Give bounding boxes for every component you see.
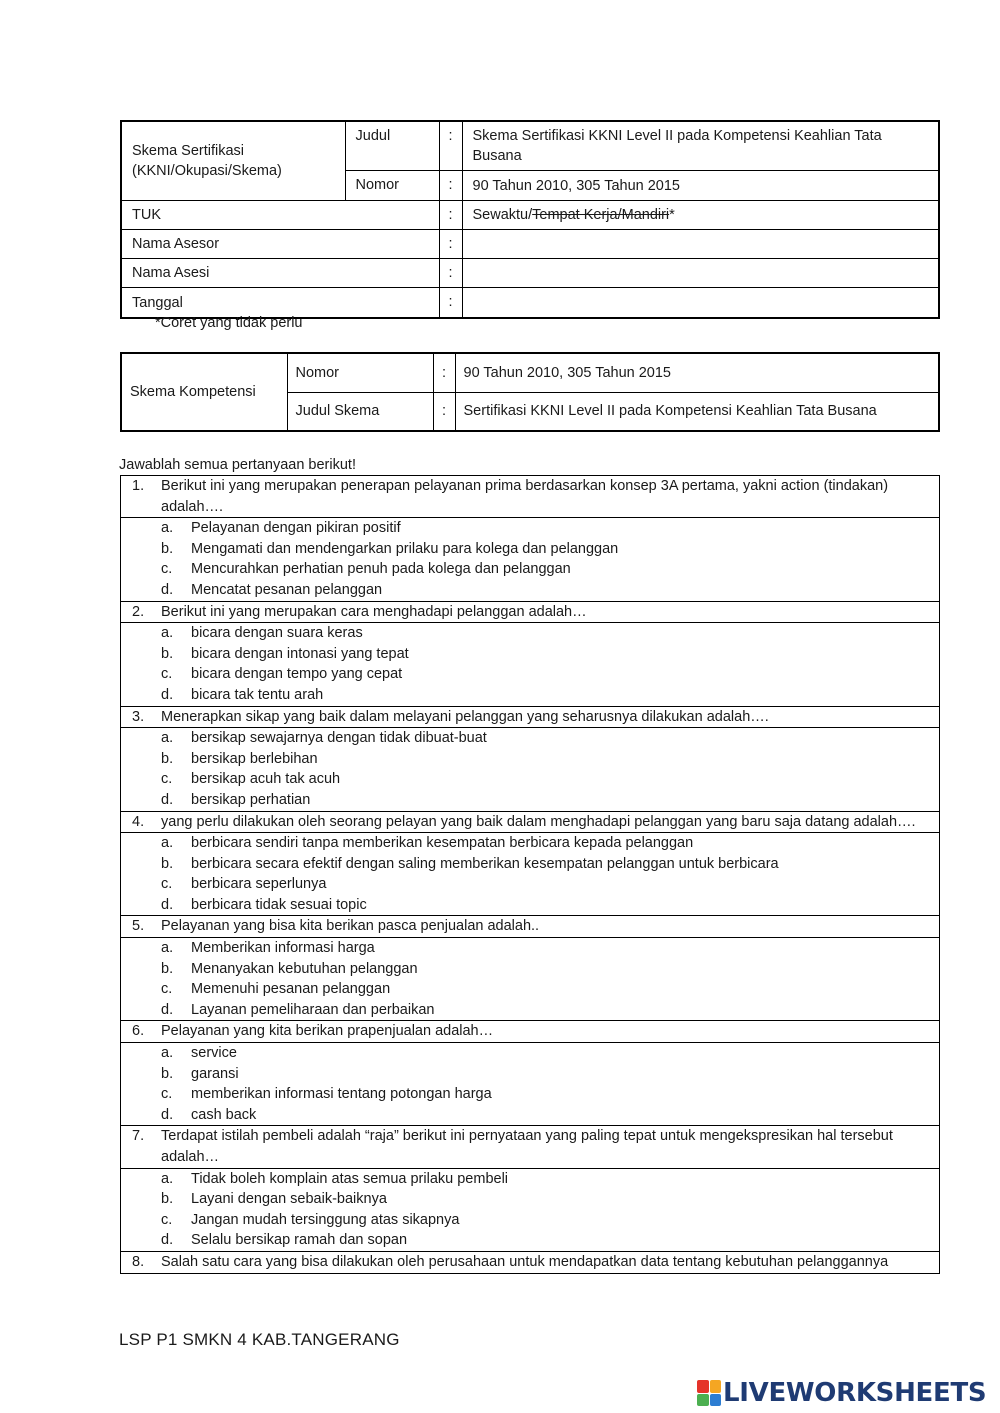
answer-option (121, 833, 939, 854)
answer-option (121, 1043, 939, 1064)
option-letter: c. (161, 666, 173, 683)
tuk-label: TUK (121, 201, 439, 230)
question-number: 8. (132, 1253, 145, 1270)
option-text: berbicara tidak sesuai topic (191, 896, 367, 913)
answer-option (121, 1105, 939, 1126)
option-text: Memberikan informasi harga (191, 940, 375, 957)
options-row (121, 833, 940, 916)
option-letter: c. (161, 1086, 173, 1103)
strike-note: *Coret yang tidak perlu (155, 315, 303, 331)
options-row (121, 623, 940, 706)
answer-option (121, 644, 939, 665)
judul-skema-label: Judul Skema (287, 392, 433, 431)
asterisk: * (669, 207, 675, 223)
option-letter: a. (161, 835, 174, 852)
answer-option (121, 1230, 939, 1251)
question-text: yang perlu dilakukan oleh seorang pelayan yang baik dalam menghadapi pelanggan yang baru saja datang adalah…. (161, 813, 916, 830)
option-letter: a. (161, 1045, 174, 1062)
question-text: Menerapkan sikap yang baik dalam melayani pelanggan yang seharusnya dilakukan adalah…. (161, 708, 769, 725)
option-letter: b. (161, 855, 174, 872)
logo-square-red (697, 1380, 709, 1393)
answer-option (121, 1169, 939, 1190)
tuk-value (462, 201, 939, 230)
question-number: 3. (132, 708, 145, 725)
question-row (121, 1126, 940, 1168)
tuk-option-sewaktu: Sewaktu/ (472, 207, 533, 223)
answer-option (121, 518, 939, 539)
answer-option (121, 685, 939, 706)
option-text: Mencurahkan perhatian penuh pada kolega dan pelanggan (191, 561, 571, 578)
liveworksheets-logo (697, 1378, 986, 1408)
colon: : (439, 171, 462, 201)
question-row (121, 706, 940, 728)
answer-option (121, 749, 939, 770)
question-text: Pelayanan yang bisa kita berikan pasca penjualan adalah.. (161, 918, 540, 935)
option-letter: d. (161, 686, 174, 703)
answer-option (121, 938, 939, 959)
options-row (121, 518, 940, 601)
tanggal-value (462, 288, 939, 318)
answer-option (121, 1084, 939, 1105)
question-number: 7. (132, 1128, 145, 1145)
option-letter: c. (161, 876, 173, 893)
option-text: Menanyakan kebutuhan pelanggan (191, 960, 418, 977)
option-letter: c. (161, 981, 173, 998)
colon: : (439, 201, 462, 230)
nama-asesi-value (462, 259, 939, 288)
logo-text: LIVEWORKSHEETS (723, 1378, 987, 1408)
options-row (121, 1043, 940, 1126)
logo-mark-icon (697, 1380, 721, 1406)
option-letter: c. (161, 1211, 173, 1228)
question-number: 4. (132, 813, 145, 830)
option-text: bicara dengan intonasi yang tepat (191, 645, 409, 662)
option-text: cash back (191, 1106, 257, 1123)
option-letter: a. (161, 1170, 174, 1187)
question-text: Pelayanan yang kita berikan prapenjualan adalah… (161, 1023, 494, 1040)
answer-option (121, 959, 939, 980)
judul-skema-value: Sertifikasi KKNI Level II pada Kompetensi Keahlian Tata Busana (455, 392, 939, 431)
answer-option (121, 623, 939, 644)
answer-option (121, 1064, 939, 1085)
option-letter: b. (161, 960, 174, 977)
answer-option (121, 790, 939, 811)
option-letter: a. (161, 625, 174, 642)
option-letter: a. (161, 730, 174, 747)
colon: : (439, 230, 462, 259)
options-row (121, 1168, 940, 1251)
colon: : (433, 353, 455, 392)
question-row (121, 1251, 940, 1273)
colon: : (439, 259, 462, 288)
answer-option (121, 539, 939, 560)
option-text: Memenuhi pesanan pelanggan (191, 981, 391, 998)
option-text: Selalu bersikap ramah dan sopan (191, 1232, 408, 1249)
skema-kompetensi-label: Skema Kompetensi (121, 353, 287, 431)
options-row (121, 728, 940, 811)
tanggal-label: Tanggal (121, 288, 439, 318)
option-letter: d. (161, 1106, 174, 1123)
nama-asesor-value (462, 230, 939, 259)
option-letter: b. (161, 750, 174, 767)
nomor-label: Nomor (345, 171, 439, 201)
option-letter: b. (161, 1065, 174, 1082)
logo-square-green (697, 1394, 709, 1407)
certification-scheme-table (120, 120, 940, 319)
option-text: Tidak boleh komplain atas semua prilaku pembeli (191, 1170, 509, 1187)
competency-scheme-table (120, 352, 940, 432)
colon: : (439, 121, 462, 171)
option-text: Layani dengan sebaik-baiknya (191, 1191, 387, 1208)
option-letter: b. (161, 1191, 174, 1208)
question-text: Berikut ini yang merupakan cara menghadapi pelanggan adalah… (161, 603, 587, 620)
question-row (121, 811, 940, 833)
option-letter: d. (161, 1232, 174, 1249)
answer-option (121, 874, 939, 895)
option-letter: d. (161, 791, 174, 808)
option-letter: d. (161, 581, 174, 598)
option-text: service (191, 1045, 237, 1062)
nama-asesor-label: Nama Asesor (121, 230, 439, 259)
option-text: bicara tak tentu arah (191, 686, 324, 703)
option-text: berbicara sendiri tanpa memberikan kesempatan berbicara kepada pelanggan (191, 835, 694, 852)
answer-option (121, 559, 939, 580)
option-text: bicara dengan tempo yang cepat (191, 666, 403, 683)
judul-value: Skema Sertifikasi KKNI Level II pada Kompetensi Keahlian Tata Busana (462, 121, 939, 171)
skema-sertifikasi-label: Skema Sertifikasi (KKNI/Okupasi/Skema) (121, 121, 345, 201)
option-letter: a. (161, 520, 174, 537)
question-number: 6. (132, 1023, 145, 1040)
answer-option (121, 1000, 939, 1021)
question-text: Salah satu cara yang bisa dilakukan oleh perusahaan untuk mendapatkan data tentang kebutuhan pelanggannya (161, 1253, 889, 1270)
answer-option (121, 1189, 939, 1210)
answer-option (121, 664, 939, 685)
answer-option (121, 580, 939, 601)
question-row (121, 601, 940, 623)
colon: : (439, 288, 462, 318)
options-row (121, 938, 940, 1021)
answer-option (121, 854, 939, 875)
option-text: berbicara seperlunya (191, 876, 327, 893)
option-text: Mengamati dan mendengarkan prilaku para kolega dan pelanggan (191, 540, 619, 557)
tuk-option-struck: Tempat Kerja/Mandiri (532, 207, 670, 223)
instruction: Jawablah semua pertanyaan berikut! (119, 457, 356, 473)
option-text: bersikap sewajarnya dengan tidak dibuat-buat (191, 730, 487, 747)
option-text: Mencatat pesanan pelanggan (191, 581, 383, 598)
nomor-value: 90 Tahun 2010, 305 Tahun 2015 (455, 353, 939, 392)
colon: : (433, 392, 455, 431)
nama-asesi-label: Nama Asesi (121, 259, 439, 288)
option-text: bicara dengan suara keras (191, 625, 363, 642)
option-text: bersikap perhatian (191, 791, 311, 808)
question-text: Berikut ini yang merupakan penerapan pelayanan prima berdasarkan konsep 3A pertama, yakni action (tindakan) adalah…. (161, 478, 889, 515)
question-text: Terdapat istilah pembeli adalah “raja” berikut ini pernyataan yang paling tepat untuk mengekspresikan hal tersebut adalah… (161, 1128, 893, 1165)
nomor-label: Nomor (287, 353, 433, 392)
option-letter: b. (161, 645, 174, 662)
question-row (121, 1021, 940, 1043)
option-letter: b. (161, 540, 174, 557)
answer-option (121, 728, 939, 749)
logo-square-blue (710, 1394, 722, 1407)
option-letter: d. (161, 1001, 174, 1018)
option-text: Jangan mudah tersinggung atas sikapnya (191, 1211, 460, 1228)
nomor-value: 90 Tahun 2010, 305 Tahun 2015 (462, 171, 939, 201)
answer-option (121, 895, 939, 916)
question-number: 1. (132, 478, 145, 494)
answer-option (121, 1210, 939, 1231)
answer-option (121, 979, 939, 1000)
question-row (121, 916, 940, 938)
question-number: 5. (132, 918, 145, 935)
question-number: 2. (132, 603, 145, 620)
logo-square-orange (710, 1380, 722, 1393)
option-letter: a. (161, 940, 174, 957)
option-text: bersikap acuh tak acuh (191, 771, 341, 788)
option-text: memberikan informasi tentang potongan harga (191, 1086, 492, 1103)
answer-option (121, 769, 939, 790)
option-text: berbicara secara efektif dengan saling memberikan kesempatan pelanggan untuk berbicara (191, 855, 779, 872)
judul-label: Judul (345, 121, 439, 171)
option-text: Layanan pemeliharaan dan perbaikan (191, 1001, 435, 1018)
option-letter: d. (161, 896, 174, 913)
option-letter: c. (161, 561, 173, 578)
question-row (121, 476, 940, 518)
option-text: garansi (191, 1065, 239, 1082)
option-text: Pelayanan dengan pikiran positif (191, 520, 401, 537)
option-letter: c. (161, 771, 173, 788)
footer-text: LSP P1 SMKN 4 KAB.TANGERANG (119, 1330, 400, 1349)
option-text: bersikap berlebihan (191, 750, 318, 767)
questions-table (120, 475, 940, 1274)
